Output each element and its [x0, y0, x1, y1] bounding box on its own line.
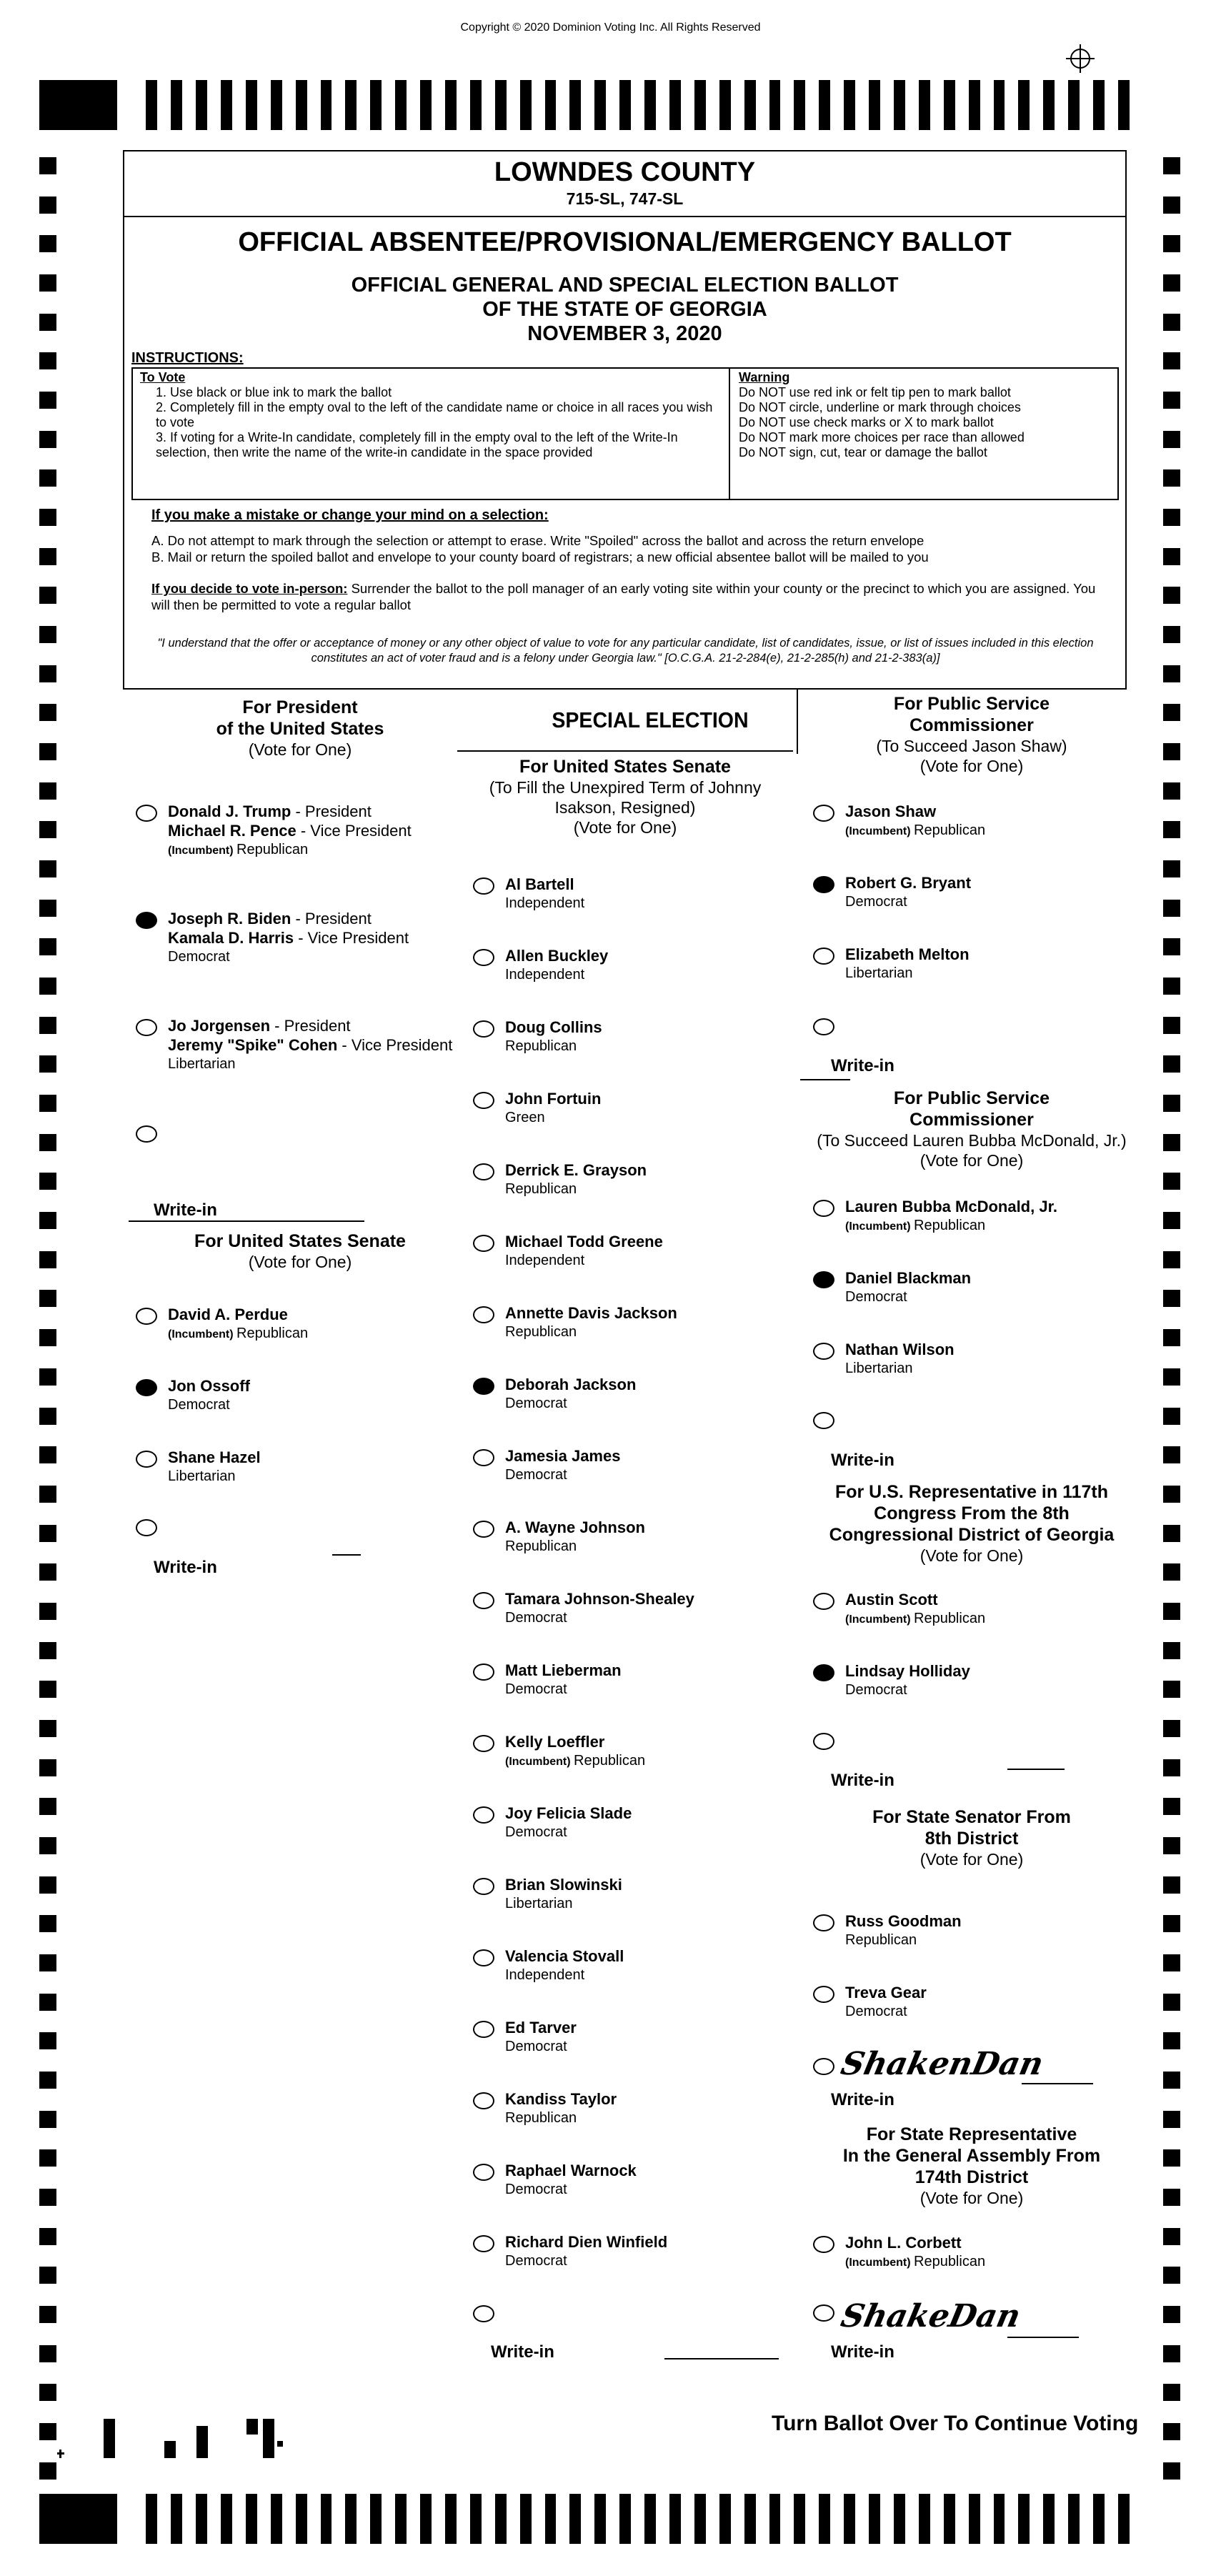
- race-title: Commissioner: [909, 715, 1034, 735]
- candidate-entry: [168, 1448, 261, 1486]
- vote-oval[interactable]: [473, 1306, 494, 1323]
- warning-item: Do NOT circle, underline or mark through choices: [739, 400, 1021, 414]
- party-label: Republican: [505, 1324, 577, 1340]
- warning-item: Do NOT mark more choices per race than allowed: [739, 430, 1025, 444]
- vote-oval[interactable]: [473, 1092, 494, 1109]
- race-subtitle: (To Succeed Jason Shaw): [876, 737, 1067, 755]
- candidate-name: Derrick E. Grayson: [505, 1161, 647, 1179]
- running-mate-role: - Vice President: [294, 929, 409, 947]
- candidate-name: Joseph R. Biden: [168, 910, 291, 928]
- race-title: Commissioner: [909, 1110, 1034, 1130]
- race-title: For Public Service: [893, 694, 1050, 714]
- race-header: [822, 1806, 1122, 1869]
- race-subtitle: (Vote for One): [920, 1850, 1024, 1869]
- candidate-name: John Fortuin: [505, 1090, 602, 1108]
- party-label: Green: [505, 1110, 545, 1125]
- instructions-heading: INSTRUCTIONS:: [131, 350, 244, 366]
- candidate-entry: [845, 873, 971, 912]
- vote-oval[interactable]: [473, 2164, 494, 2181]
- candidate-entry: [505, 1661, 622, 1699]
- legal-notice: "I understand that the offer or acceptance of money or any other object of value to vote for any particular candidate, list of candidates, issue, or list of issues included in this election constitutes an act of voter fraud and is a felony under Georgia law." [O.C.G.A. 21-2-284(e), 21-2-285(h) and 21-2-383(a)]: [157, 637, 1094, 665]
- column-divider: [797, 690, 798, 754]
- incumbent-label: (Incumbent): [845, 825, 914, 837]
- warning-section: [739, 370, 1117, 460]
- party-label: Democrat: [845, 1682, 907, 1698]
- race-subtitle: (To Succeed Lauren Bubba McDonald, Jr.): [817, 1131, 1127, 1150]
- vote-oval[interactable]: [813, 1914, 834, 1931]
- candidate-entry: [505, 2018, 577, 2057]
- candidate-entry: [168, 802, 412, 860]
- to-vote-step: 1. Use black or blue ink to mark the ballot: [156, 385, 392, 399]
- vote-oval[interactable]: [813, 1271, 834, 1288]
- bottom-timing-marks: [39, 2494, 1143, 2544]
- race-title: For U.S. Representative in 117th: [834, 1482, 1109, 1502]
- party-label: Democrat: [845, 1289, 907, 1305]
- race-header: [800, 2124, 1143, 2208]
- top-timing-marks: [39, 80, 1143, 130]
- candidate-name: Valencia Stovall: [505, 1947, 624, 1965]
- warning-item: Do NOT use red ink or felt tip pen to mark ballot: [739, 385, 1011, 399]
- race-header: [807, 693, 1136, 776]
- candidate-entry: [168, 909, 409, 967]
- race-subtitle: (Vote for One): [920, 757, 1024, 775]
- write-in-oval[interactable]: [813, 1412, 834, 1429]
- candidate-entry: [505, 1446, 620, 1485]
- candidate-entry: [505, 1232, 663, 1270]
- candidate-entry: [168, 1305, 308, 1344]
- write-in-oval[interactable]: [813, 1733, 834, 1750]
- write-in-label: Write-in: [831, 1771, 894, 1790]
- vote-oval[interactable]: [473, 2235, 494, 2252]
- race-title: For State Senator From: [872, 1807, 1071, 1827]
- vote-oval[interactable]: [136, 805, 157, 822]
- incumbent-label: (Incumbent): [168, 1328, 236, 1341]
- candidate-entry: [845, 1911, 962, 1950]
- vote-oval[interactable]: [473, 1020, 494, 1038]
- party-label: Democrat: [845, 2004, 907, 2019]
- party-label: Libertarian: [168, 1468, 236, 1484]
- write-in-line[interactable]: [1007, 1769, 1065, 1770]
- candidate-name: John L. Corbett: [845, 2234, 962, 2252]
- mistake-heading: If you make a mistake or change your mind on a selection:: [151, 507, 549, 523]
- candidate-entry: [505, 2232, 667, 2271]
- election-title-line2: OF THE STATE OF GEORGIA: [482, 298, 767, 321]
- write-in-label: Write-in: [831, 1056, 894, 1075]
- vote-oval[interactable]: [813, 2236, 834, 2253]
- vote-oval[interactable]: [473, 1592, 494, 1609]
- write-in-label: Write-in: [154, 1558, 217, 1577]
- candidate-name: Daniel Blackman: [845, 1269, 972, 1287]
- write-in-signature: ShakenDan: [837, 2046, 1047, 2082]
- write-in-oval[interactable]: [813, 1018, 834, 1035]
- vote-oval[interactable]: [136, 912, 157, 929]
- vote-oval[interactable]: [813, 1343, 834, 1360]
- warning-item: Do NOT use check marks or X to mark ballot: [739, 415, 994, 429]
- to-vote-section: [140, 370, 722, 460]
- write-in-line[interactable]: [1022, 2083, 1093, 2084]
- candidate-entry: [505, 1375, 636, 1413]
- vote-oval[interactable]: [473, 1949, 494, 1966]
- race-title: In the General Assembly From: [842, 2146, 1101, 2166]
- candidate-entry: [845, 1197, 1057, 1236]
- candidate-name: Austin Scott: [845, 1591, 938, 1608]
- write-in-oval[interactable]: [473, 2305, 494, 2322]
- race-title: Congressional District of Georgia: [829, 1525, 1115, 1545]
- vote-oval[interactable]: [136, 1019, 157, 1036]
- party-label: Democrat: [505, 1396, 567, 1411]
- candidate-name: Raphael Warnock: [505, 2162, 637, 2179]
- mistake-step-a: A. Do not attempt to mark through the selection or attempt to erase. Write "Spoiled" across the ballot and across the return envelope: [151, 533, 925, 548]
- election-title-line1: OFFICIAL GENERAL AND SPECIAL ELECTION BALLOT: [351, 274, 899, 297]
- candidate-entry: [845, 1590, 985, 1629]
- candidate-name: Kelly Loeffler: [505, 1733, 605, 1751]
- candidate-role: - President: [270, 1017, 351, 1035]
- party-label: Democrat: [505, 1610, 567, 1626]
- vote-oval[interactable]: [473, 1521, 494, 1538]
- candidate-name: Lauren Bubba McDonald, Jr.: [845, 1198, 1058, 1215]
- instructions-divider: [729, 367, 730, 500]
- candidate-entry: [505, 1089, 601, 1128]
- candidate-entry: [505, 1160, 647, 1199]
- vote-oval[interactable]: [473, 2021, 494, 2038]
- candidate-name: Ed Tarver: [505, 2019, 577, 2037]
- candidate-entry: [505, 1804, 632, 1842]
- candidate-name: Jason Shaw: [845, 802, 937, 820]
- candidate-role: - President: [291, 910, 372, 928]
- party-label: Democrat: [505, 2039, 567, 2054]
- vote-oval[interactable]: [473, 1163, 494, 1180]
- race-subtitle: (Vote for One): [920, 2189, 1024, 2207]
- running-mate-name: Kamala D. Harris: [168, 929, 294, 947]
- candidate-role: - President: [291, 802, 372, 820]
- copyright-notice: Copyright © 2020 Dominion Voting Inc. All Rights Reserved: [460, 21, 761, 34]
- candidate-entry: [505, 2161, 637, 2199]
- to-vote-step: 3. If voting for a Write-In candidate, completely fill in the empty oval to the left of the Write-In selection, then write the name of the write-in candidate in the space provided: [156, 430, 678, 459]
- candidate-entry: [505, 1303, 677, 1342]
- party-label: Independent: [505, 967, 585, 983]
- vote-oval[interactable]: [473, 1235, 494, 1252]
- incumbent-label: (Incumbent): [505, 1756, 574, 1768]
- party-label: Republican: [505, 1181, 577, 1197]
- warning-item: Do NOT sign, cut, tear or damage the ballot: [739, 445, 987, 459]
- candidate-entry: [845, 1268, 971, 1307]
- candidate-name: Jamesia James: [505, 1447, 621, 1465]
- party-label: Republican: [236, 842, 309, 857]
- candidate-entry: [505, 946, 608, 985]
- inperson-heading: If you decide to vote in-person:: [151, 581, 348, 596]
- party-label: Republican: [505, 2110, 577, 2126]
- write-in-signature: ShakeDan: [837, 2298, 1024, 2334]
- candidate-entry: [505, 1946, 624, 1985]
- race-subtitle: (Vote for One): [920, 1151, 1024, 1170]
- write-in-label: Write-in: [831, 2090, 894, 2109]
- race-header: [800, 1481, 1143, 1566]
- candidate-name: Annette Davis Jackson: [505, 1304, 677, 1322]
- candidate-name: Robert G. Bryant: [845, 874, 972, 892]
- vote-oval[interactable]: [473, 1878, 494, 1895]
- party-label: Democrat: [505, 2182, 567, 2197]
- candidate-entry: [845, 1340, 955, 1378]
- vote-oval[interactable]: [473, 1449, 494, 1466]
- candidate-name: A. Wayne Johnson: [505, 1518, 645, 1536]
- candidate-name: David A. Perdue: [168, 1306, 288, 1323]
- race-title: 174th District: [914, 2167, 1029, 2187]
- race-title: of the United States: [216, 719, 384, 739]
- vote-oval[interactable]: [136, 1451, 157, 1468]
- party-label: Republican: [914, 1611, 986, 1626]
- race-subtitle: (Vote for One): [573, 818, 677, 837]
- candidate-name: Joy Felicia Slade: [505, 1804, 632, 1822]
- to-vote-heading: To Vote: [140, 370, 186, 384]
- candidate-entry: [845, 1983, 927, 2021]
- race-header: [468, 756, 782, 837]
- warning-heading: Warning: [739, 370, 790, 384]
- vote-oval[interactable]: [136, 1379, 157, 1396]
- vote-oval[interactable]: [473, 2092, 494, 2109]
- race-subtitle: Isakson, Resigned): [554, 798, 696, 817]
- candidate-entry: [505, 1589, 694, 1628]
- candidate-name: Treva Gear: [845, 1984, 927, 2001]
- candidate-name: Al Bartell: [505, 875, 574, 893]
- candidate-name: Jo Jorgensen: [168, 1017, 271, 1035]
- candidate-name: Matt Lieberman: [505, 1661, 622, 1679]
- header-divider: [123, 216, 1127, 217]
- candidate-name: Shane Hazel: [168, 1448, 261, 1466]
- write-in-label: Write-in: [154, 1200, 217, 1220]
- vote-oval[interactable]: [473, 1806, 494, 1824]
- party-label: Independent: [505, 895, 585, 911]
- vote-oval[interactable]: [136, 1308, 157, 1325]
- vote-oval[interactable]: [813, 1664, 834, 1681]
- candidate-entry: [845, 802, 985, 841]
- vote-oval[interactable]: [473, 1378, 494, 1395]
- candidate-name: Donald J. Trump: [168, 802, 291, 820]
- race-title: For President: [242, 697, 358, 717]
- write-in-label: Write-in: [831, 1451, 894, 1470]
- write-in-line[interactable]: [129, 1220, 364, 1222]
- right-timing-marks: [1163, 157, 1180, 2480]
- party-label: Libertarian: [505, 1896, 573, 1911]
- party-label: Democrat: [505, 1824, 567, 1840]
- party-label: Independent: [505, 1967, 585, 1983]
- race-header: [164, 697, 436, 760]
- candidate-entry: [505, 1518, 645, 1556]
- incumbent-label: (Incumbent): [845, 1613, 914, 1626]
- party-label: Libertarian: [168, 1056, 236, 1072]
- write-in-label: Write-in: [831, 2342, 894, 2362]
- ballot-title: OFFICIAL ABSENTEE/PROVISIONAL/EMERGENCY BALLOT: [238, 227, 1012, 257]
- county-name: LOWNDES COUNTY: [494, 157, 756, 187]
- race-title: For Public Service: [893, 1088, 1050, 1108]
- race-title: Congress From the 8th: [874, 1503, 1070, 1523]
- election-date: NOVEMBER 3, 2020: [527, 322, 722, 345]
- race-title: For United States Senate: [519, 757, 731, 777]
- write-in-line[interactable]: [332, 1554, 361, 1556]
- vote-oval[interactable]: [473, 877, 494, 895]
- race-header: [800, 1088, 1143, 1170]
- write-in-line[interactable]: [664, 2358, 779, 2359]
- vote-oval[interactable]: [813, 805, 834, 822]
- candidate-name: Allen Buckley: [505, 947, 609, 965]
- special-election-heading: SPECIAL ELECTION: [552, 707, 749, 732]
- candidate-entry: [505, 875, 584, 913]
- candidate-name: Brian Slowinski: [505, 1876, 622, 1894]
- write-in-oval[interactable]: [136, 1519, 157, 1536]
- candidate-name: Kandiss Taylor: [505, 2090, 617, 2108]
- inperson-instructions: [151, 580, 1116, 613]
- ballot-id-marks: [57, 2415, 429, 2465]
- candidate-entry: [845, 1661, 970, 1700]
- candidate-entry: [168, 1376, 250, 1415]
- write-in-oval[interactable]: [813, 2304, 834, 2322]
- special-election-rule: [457, 750, 793, 752]
- ballot-style-codes: 715-SL, 747-SL: [566, 189, 684, 208]
- left-timing-marks: [39, 157, 56, 2480]
- candidate-name: Lindsay Holliday: [845, 1662, 970, 1680]
- party-label: Democrat: [505, 2253, 567, 2269]
- party-label: Democrat: [845, 894, 907, 910]
- candidate-name: Nathan Wilson: [845, 1341, 955, 1358]
- race-subtitle: (To Fill the Unexpired Term of Johnny: [489, 778, 762, 797]
- election-title: [123, 273, 1127, 346]
- vote-oval[interactable]: [813, 1200, 834, 1217]
- write-in-label: Write-in: [491, 2342, 554, 2362]
- party-label: Democrat: [505, 1681, 567, 1697]
- candidate-entry: [505, 2089, 617, 2128]
- running-mate-name: Michael R. Pence: [168, 822, 296, 840]
- turn-over-notice: Turn Ballot Over To Continue Voting: [772, 2412, 1139, 2435]
- candidate-name: Elizabeth Melton: [845, 945, 970, 963]
- running-mate-role: - Vice President: [296, 822, 412, 840]
- race-subtitle: (Vote for One): [248, 740, 352, 759]
- party-label: Democrat: [168, 949, 230, 965]
- candidate-entry: [505, 1018, 602, 1056]
- party-label: Republican: [914, 2254, 986, 2269]
- write-in-oval[interactable]: [136, 1125, 157, 1143]
- vote-oval[interactable]: [473, 949, 494, 966]
- party-label: Republican: [574, 1753, 646, 1769]
- party-label: Republican: [236, 1326, 309, 1341]
- candidate-name: Russ Goodman: [845, 1912, 962, 1930]
- candidate-entry: [845, 2233, 985, 2272]
- registration-crosshair-icon: [1065, 43, 1096, 74]
- mistake-step-b: B. Mail or return the spoiled ballot and envelope to your county board of registrars; a new official absentee ballot will be mailed to you: [151, 549, 929, 565]
- candidate-name: Tamara Johnson-Shealey: [505, 1590, 694, 1608]
- candidate-name: Deborah Jackson: [505, 1376, 637, 1393]
- race-subtitle: (Vote for One): [248, 1253, 352, 1271]
- vote-oval[interactable]: [473, 1664, 494, 1681]
- vote-oval[interactable]: [813, 876, 834, 893]
- candidate-name: Richard Dien Winfield: [505, 2233, 668, 2251]
- write-in-line[interactable]: [1007, 2337, 1079, 2338]
- write-in-line[interactable]: [800, 1079, 850, 1080]
- candidate-name: Doug Collins: [505, 1018, 602, 1036]
- vote-oval[interactable]: [813, 948, 834, 965]
- incumbent-label: (Incumbent): [168, 845, 236, 857]
- incumbent-label: (Incumbent): [845, 2257, 914, 2269]
- vote-oval[interactable]: [813, 1593, 834, 1610]
- incumbent-label: (Incumbent): [845, 1220, 914, 1233]
- candidate-entry: [505, 1875, 622, 1914]
- mistake-instructions: [151, 532, 1116, 565]
- party-label: Democrat: [168, 1397, 230, 1413]
- race-header: [164, 1230, 436, 1272]
- running-mate-role: - Vice President: [337, 1036, 453, 1054]
- vote-oval[interactable]: [473, 1735, 494, 1752]
- party-label: Libertarian: [845, 965, 913, 981]
- running-mate-name: Jeremy "Spike" Cohen: [168, 1036, 338, 1054]
- race-title: 8th District: [925, 1829, 1019, 1849]
- candidate-entry: [168, 1016, 452, 1074]
- party-label: Republican: [845, 1932, 917, 1948]
- party-label: Independent: [505, 1253, 585, 1268]
- inperson-text: Surrender the ballot to the poll manager of an early voting site within your county or the precinct to which you are assigned. You will then be permitted to vote a regular ballot: [151, 581, 1096, 612]
- race-title: For State Representative: [866, 2124, 1077, 2144]
- race-subtitle: (Vote for One): [920, 1546, 1024, 1565]
- candidate-entry: [845, 945, 970, 983]
- party-label: Democrat: [505, 1467, 567, 1483]
- candidate-name: Michael Todd Greene: [505, 1233, 663, 1250]
- write-in-oval[interactable]: [813, 2058, 834, 2075]
- race-title: For United States Senate: [194, 1231, 406, 1251]
- party-label: Republican: [505, 1038, 577, 1054]
- candidate-name: Jon Ossoff: [168, 1377, 250, 1395]
- vote-oval[interactable]: [813, 1986, 834, 2003]
- party-label: Republican: [505, 1538, 577, 1554]
- party-label: Libertarian: [845, 1361, 913, 1376]
- to-vote-step: 2. Completely fill in the empty oval to the left of the candidate name or choice in all races you wish to vote: [156, 400, 713, 429]
- party-label: Republican: [914, 822, 986, 838]
- candidate-entry: [505, 1732, 645, 1771]
- party-label: Republican: [914, 1218, 986, 1233]
